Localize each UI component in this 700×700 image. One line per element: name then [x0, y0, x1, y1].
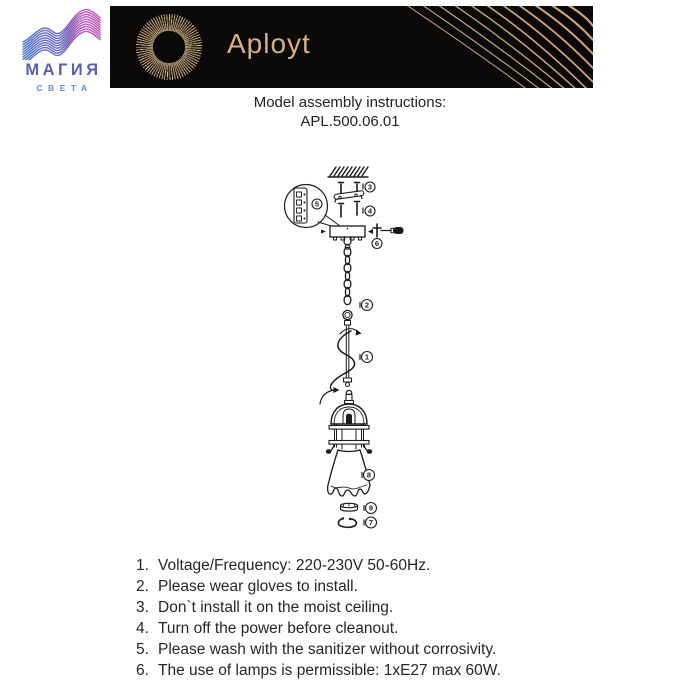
part-label-6	[372, 239, 382, 249]
instruction-number: 3.	[136, 598, 149, 616]
instruction-number: 1.	[136, 557, 149, 574]
instruction-text: Voltage/Frequency: 220-230V 50-60Hz.	[158, 557, 431, 574]
aployt-banner	[110, 6, 593, 88]
chain	[344, 247, 351, 304]
svg-text:2: 2	[364, 300, 370, 310]
part-label-7	[364, 517, 377, 528]
part-label-9	[364, 503, 377, 514]
instruction-item	[136, 577, 501, 598]
svg-text:1: 1	[364, 352, 370, 362]
logo-text-sveta: СВЕТА	[36, 83, 93, 93]
shade-holder-ring	[341, 503, 358, 511]
svg-text:8: 8	[366, 470, 372, 480]
lamp-cage-body	[326, 391, 372, 454]
wave-logo-icon	[14, 8, 110, 60]
instruction-item	[136, 640, 501, 661]
svg-text:9: 9	[368, 503, 374, 513]
instruction-text: The use of lamps is permissible: 1xE27 max 60W.	[158, 661, 501, 679]
part-label-4	[363, 206, 375, 216]
instruction-text: Turn off the power before cleanout.	[158, 619, 399, 637]
part-label-1	[360, 352, 373, 363]
wire-and-rod	[330, 326, 361, 391]
split-ring	[338, 517, 356, 527]
ceiling-hatch	[328, 167, 368, 177]
magiya-sveta-logo	[12, 8, 112, 93]
logo-text-magiya: МАГИЯ	[25, 61, 102, 79]
svg-text:4: 4	[367, 206, 373, 216]
page-title	[0, 93, 700, 131]
title-line-2: APL.500.06.01	[300, 113, 400, 130]
part-label-5	[312, 199, 322, 209]
mounting-plate	[321, 226, 365, 240]
svg-text:7: 7	[368, 518, 374, 528]
instruction-number: 2.	[136, 577, 149, 595]
set-screw-and-screwdriver	[368, 224, 404, 237]
instruction-item	[136, 556, 501, 577]
instruction-number: 5.	[136, 640, 149, 658]
instruction-text: Please wear gloves to install.	[158, 577, 358, 595]
instruction-list	[136, 556, 501, 681]
connector-ring	[343, 310, 352, 325]
brand-name: Aployt	[227, 28, 311, 59]
instruction-item	[136, 661, 501, 682]
instruction-text: Please wash with the sanitizer without corrosivity.	[158, 640, 497, 658]
part-label-3	[363, 182, 375, 192]
assembly-diagram	[268, 160, 432, 545]
svg-text:3: 3	[367, 182, 373, 192]
rays-decoration-icon	[378, 6, 593, 88]
bracket-screws	[339, 202, 360, 218]
title-line-1: Model assembly instructions:	[253, 94, 447, 111]
part-label-2	[360, 300, 373, 311]
svg-text:6: 6	[374, 239, 380, 249]
mounting-bracket	[334, 190, 364, 202]
instruction-number: 4.	[136, 619, 149, 637]
instruction-text: Don`t install it on the moist ceiling.	[158, 598, 394, 616]
svg-text:5: 5	[314, 199, 320, 209]
instruction-item	[136, 598, 501, 619]
part-label-8	[362, 470, 375, 481]
instruction-number: 6.	[136, 661, 149, 679]
sunburst-icon	[136, 14, 202, 80]
rotation-arrow	[320, 387, 340, 404]
instruction-item	[136, 619, 501, 640]
